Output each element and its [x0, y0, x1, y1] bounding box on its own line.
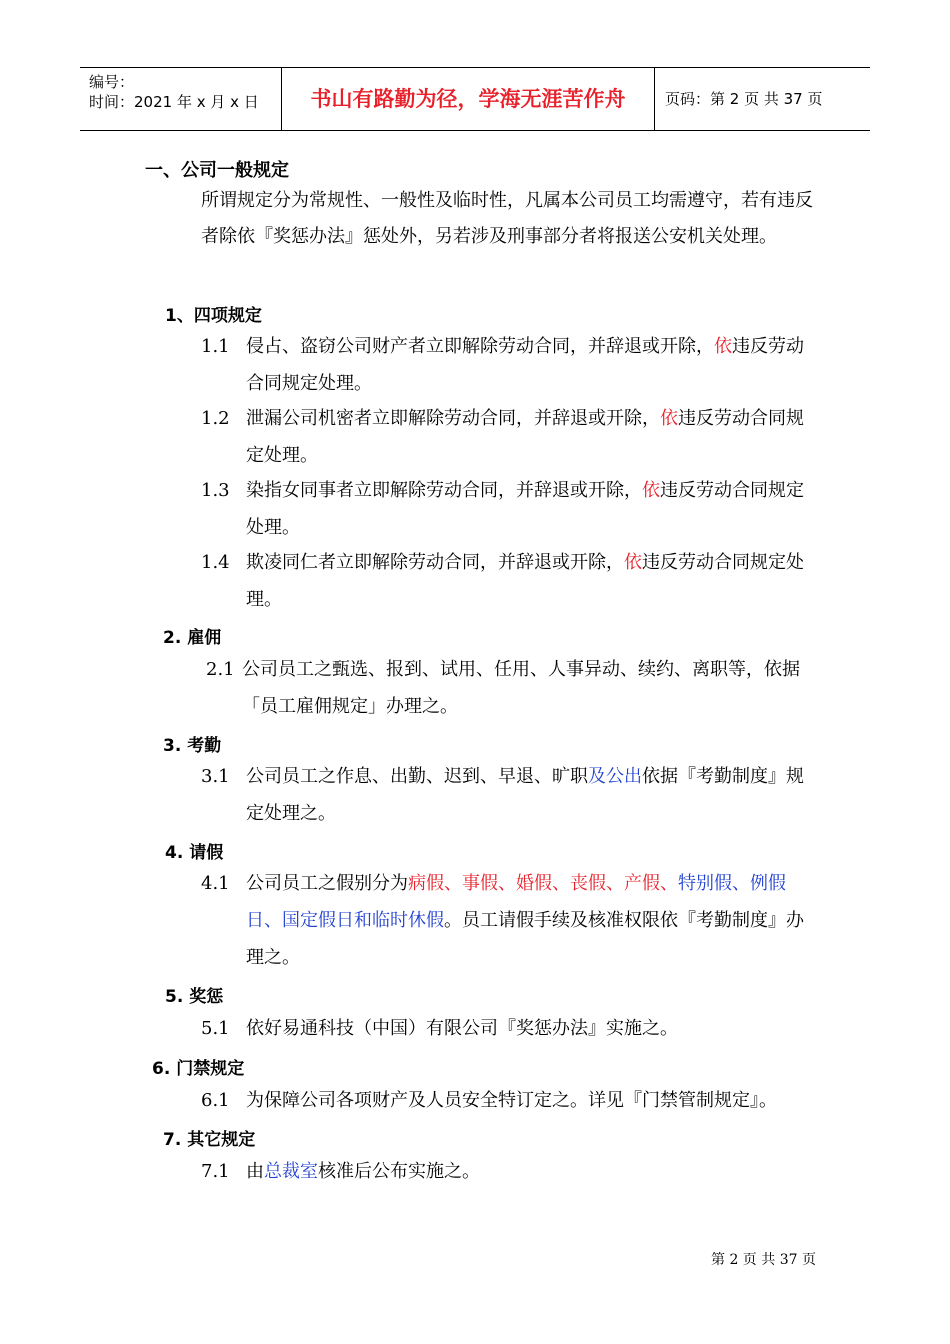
subsection-title-5: 5. 奖惩: [165, 987, 224, 1007]
page-footer: 第 2 页 共 37 页: [711, 1252, 816, 1268]
list-item: [201, 1010, 813, 1047]
item-text: 公司员工之假别分为病假、事假、婚假、丧假、产假、特别假、例假日、国定假日和临时休假。员工请假手续及核准权限依『考勤制度』办理之。: [246, 873, 804, 968]
header-meta-cell: [80, 68, 281, 130]
item-number: 3.1: [201, 766, 230, 787]
item-text: 染指女同事者立即解除劳动合同，并辞退或开除，依违反劳动合同规定处理。: [246, 480, 804, 538]
item-text: 泄漏公司机密者立即解除劳动合同，并辞退或开除，依违反劳动合同规定处理。: [246, 408, 804, 466]
item-text: 侵占、盗窃公司财产者立即解除劳动合同，并辞退或开除，依违反劳动合同规定处理。: [246, 336, 804, 394]
item-text: 欺凌同仁者立即解除劳动合同，并辞退或开除，依违反劳动合同规定处理。: [246, 552, 804, 610]
item-number: 2.1: [206, 659, 235, 680]
subsection-title-1: 1、四项规定: [165, 306, 262, 326]
list-item: [201, 328, 813, 402]
item-text: 由总裁室核准后公布实施之。: [246, 1161, 480, 1182]
item-number: 1.4: [201, 552, 230, 573]
header-motto-cell: [281, 68, 655, 130]
list-item: [201, 400, 813, 474]
item-number: 5.1: [201, 1018, 230, 1039]
item-number: 1.3: [201, 480, 230, 501]
item-number: 7.1: [201, 1161, 230, 1182]
list-item: [201, 758, 813, 832]
item-text: 依好易通科技（中国）有限公司『奖惩办法』实施之。: [246, 1018, 678, 1039]
page-info: 页码：第 2 页 共 37 页: [665, 90, 823, 108]
list-item: [206, 651, 814, 725]
number-label: 编号：: [89, 73, 135, 91]
item-number: 4.1: [201, 873, 230, 894]
item-text: 公司员工之作息、出勤、迟到、早退、旷职及公出依据『考勤制度』规定处理之。: [246, 766, 804, 824]
item-number: 6.1: [201, 1090, 230, 1111]
subsection-title-4: 4. 请假: [165, 843, 224, 863]
subsection-title-6: 6. 门禁规定: [152, 1059, 245, 1079]
item-number: 1.2: [201, 408, 230, 429]
list-item: [201, 472, 813, 546]
subsection-title-2: 2. 雇佣: [163, 628, 222, 648]
item-text: 为保障公司各项财产及人员安全特订定之。详见『门禁管制规定』。: [246, 1090, 777, 1111]
section-title: 一、公司一般规定: [145, 160, 289, 181]
list-item: [201, 1082, 813, 1119]
list-item: [201, 1153, 813, 1190]
document-header: [80, 67, 870, 131]
subsection-title-3: 3. 考勤: [163, 736, 222, 756]
time-label: 时间：2021 年 x 月 x 日: [89, 93, 259, 111]
motto-text: 书山有路勤为径，学海无涯苦作舟: [310, 87, 626, 111]
item-number: 1.1: [201, 336, 230, 357]
list-item: [201, 865, 813, 976]
subsection-title-7: 7. 其它规定: [163, 1130, 256, 1150]
header-page-cell: [655, 68, 870, 130]
intro-paragraph: 所谓规定分为常规性、一般性及临时性，凡属本公司员工均需遵守，若有违反者除依『奖惩办法』惩处外，另若涉及刑事部分者将报送公安机关处理。: [201, 190, 813, 247]
list-item: [201, 544, 813, 618]
item-text: 公司员工之甄选、报到、试用、任用、人事异动、续约、离职等，依据「员工雇佣规定」办理之。: [242, 659, 800, 717]
